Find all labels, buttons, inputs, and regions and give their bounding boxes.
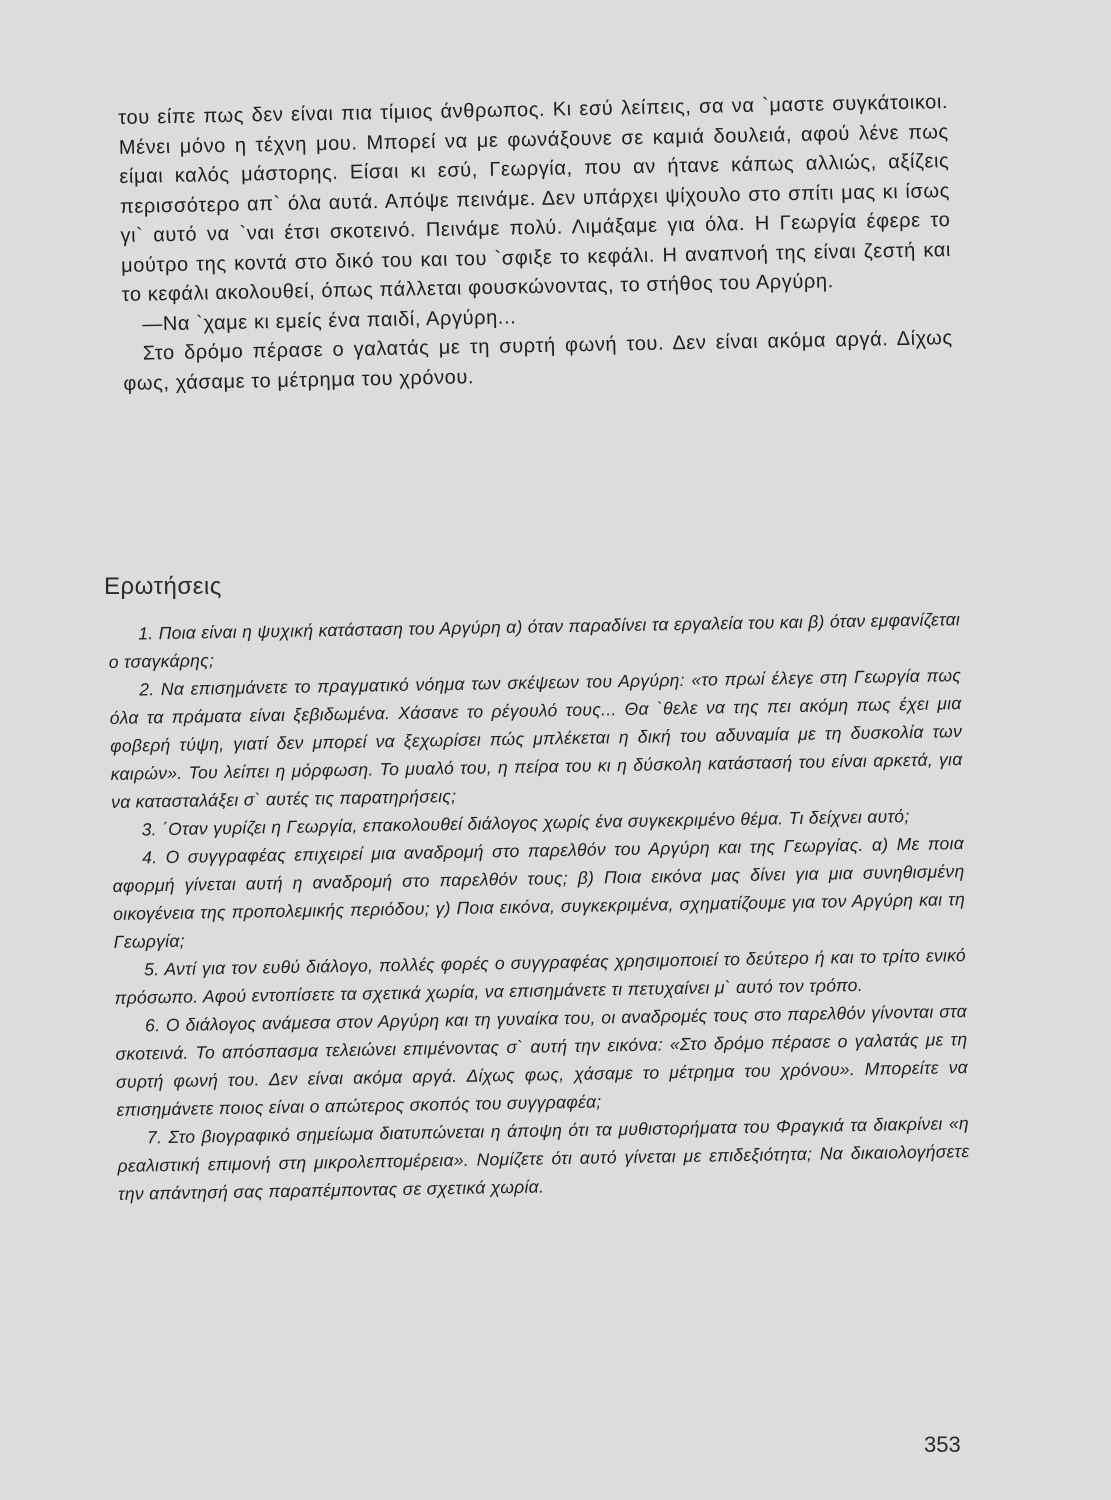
question-item: 1. Ποια είναι η ψυχική κατάσταση του Αργύρη α) όταν παραδίνει τα εργαλεία του και β) όταν εμφανίζεται ο τσαγκάρης; bbox=[108, 609, 961, 672]
questions-list bbox=[108, 605, 970, 1208]
questions-heading: Ερωτήσεις bbox=[104, 573, 222, 600]
page-number: 353 bbox=[924, 1432, 961, 1457]
prose-paragraph: Στο δρόμο πέρασε ο γαλατάς με τη συρτή φωνή του. Δεν είναι ακόμα αργά. Δίχως φως, χάσαμε το μέτρημα του χρόνου. bbox=[123, 327, 953, 395]
question-item: 5. Αντί για τον ευθύ διάλογο, πολλές φορές ο συγγραφέας χρησιμοποιεί το δεύτερο ή και το τρίτο ενικό πρόσωπο. Αφού εντοπίσετε τα σχετικά χωρία, να επισημάνετε τι πετυχαίνει μ` αυτό τον τρόπο. bbox=[114, 945, 967, 1008]
question-item: 2. Να επισημάνετε το πραγματικό νόημα των σκέψεων του Αργύρη: «το πρωί έλεγε στη Γεωργία πως όλα τα πράματα είναι ξεβιδωμένα. Χάσανε το ρέγουλό τους... Θα `θελε να της πει ακόμη πως έχει μια φοβερή τύψη, γιατί δεν μπορεί να ξεχωρίσει πώς μπλέκεται η δική του αδυναμία με τη δυσκολία των καιρών». Του λείπει η μόρφωση. Το μυαλό του, η πείρα του κι η δύσκολη κατάστασή του είναι αρκετά, για να κατασταλάξει σ` αυτές τις παρατηρήσεις; bbox=[109, 665, 963, 812]
question-item: 6. Ο διάλογος ανάμεσα στον Αργύρη και τη γυναίκα του, οι αναδρομές τους στο παρελθόν γίνονται στα σκοτεινά. Το απόσπασμα τελειώνει επιμένοντας σ` αυτή την εικόνα: «Στο δρόμο πέρασε ο γαλατάς με τη συρτή φωνή του. Δεν είναι ακόμα αργά. Δίχως φως, χάσαμε το μέτρημα του χρόνου». Μπορείτε να επισημάνετε ποιος είναι ο απώτερος σκοπός του συγγραφέα; bbox=[115, 1001, 969, 1120]
dialogue-line: —Να `χαμε κι εμείς ένα παιδί, Αργύρη... bbox=[142, 305, 517, 336]
prose-section bbox=[118, 88, 954, 399]
question-item: 3. ΄Οταν γυρίζει η Γεωργία, επακολουθεί διάλογος χωρίς ένα συγκεκριμένο θέμα. Τι δείχνει αυτό; bbox=[141, 806, 910, 840]
prose-paragraph: του είπε πως δεν είναι πια τίμιος άνθρωπος. Κι εσύ λείπεις, σα να `μαστε συγκάτοικοι. Μένει μόνο η τέχνη μου. Μπορεί να με φωνάξουνε σε καμιά δουλειά, αφού λένε πως είμαι καλός μάστορης. Είσαι κι εσύ, Γεωργία, που αν ήτανε κάπως αλλιώς, αξίζεις περισσότερο απ` όλα αυτά. Απόψε πεινάμε. Δεν υπάρχει ψίχουλο στο σπίτι μας κι ίσως γι` αυτό να `ναι έτσι σκοτεινό. Πεινάμε πολύ. Λιμάξαμε για όλα. Η Γεωργία έφερε το μούτρο της κοντά στο δικό του και του `σφιξε το κεφάλι. Η αναπνοή της είναι ζεστή και το κεφάλι ακολουθεί, όπως πάλλεται φουσκώνοντας, το στήθος του Αργύρη. bbox=[118, 91, 952, 306]
question-item: 7. Στο βιογραφικό σημείωμα διατυπώνεται η άποψη ότι τα μυθιστορήματα του Φραγκιά τα διακρίνει «η ρεαλιστική επιμονή στη μικρολεπτομέρεια». Νομίζετε ότι αυτό γίνεται με επιδεξιότητα; Να δικαιολογήσετε την απάντησή σας παραπέμποντας σε σχετικά χωρία. bbox=[117, 1113, 970, 1204]
question-item: 4. Ο συγγραφέας επιχειρεί μια αναδρομή στο παρελθόν του Αργύρη και της Γεωργίας. α) Με ποια αφορμή γίνεται αυτή η αναδρομή στο παρελθόν τους; β) Ποια εικόνα μας δίνει για μια συνηθισμένη οικογένεια της προπολεμικής περιόδου; γ) Ποια εικόνα, συγκεκριμένα, σχηματίζουμε για τον Αργύρη και τη Γεωργία; bbox=[112, 833, 966, 952]
